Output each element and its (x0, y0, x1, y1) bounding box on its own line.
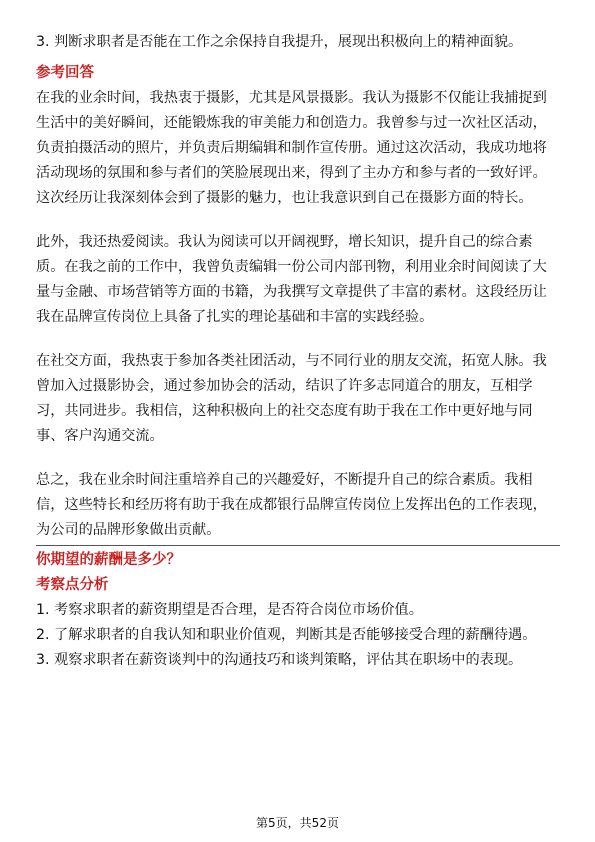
paragraph-gap (36, 449, 560, 468)
answer-paragraph-3 (36, 349, 560, 449)
text-line: 量与金融、市场营销等方面的书籍，为我撰写文章提供了丰富的素材。这段经历让 (36, 284, 547, 300)
text-line: 这次经历让我深刻体会到了摄影的魅力，也让我意识到自己在摄影方面的特长。 (36, 190, 533, 206)
text-line: 总之，我在业余时间注重培养自己的兴趣爱好，不断提升自己的综合素质。我相 (36, 472, 533, 488)
analysis-heading: 考察点分析 (36, 577, 109, 593)
text-line: 信，这些特长和经历将有助于我在成都银行品牌宣传岗位上发挥出色的工作表现， (36, 497, 547, 513)
analysis-list (36, 598, 560, 673)
answer-paragraph-1 (36, 86, 560, 211)
text-line: 在社交方面，我热衷于参加各类社团活动，与不同行业的朋友交流，拓宽人脉。我 (36, 353, 547, 369)
text-line: 质。在我之前的工作中，我曾负责编辑一份公司内部刊物，利用业余时间阅读了大 (36, 259, 547, 275)
paragraph-gap (36, 211, 560, 230)
list-item: 2. 了解求职者的自我认知和职业价值观，判断其是否能够接受合理的薪酬待遇。 (36, 627, 537, 643)
text-line: 生活中的美好瞬间，还能锻炼我的审美能力和创造力。我曾参与过一次社区活动， (36, 115, 547, 131)
text-line: 事、客户沟通交流。 (36, 428, 164, 444)
text-line: 为公司的品牌形象做出贡献。 (36, 522, 221, 538)
paragraph-gap (36, 330, 560, 349)
section-divider (36, 545, 560, 546)
page-footer: 第5页，共52页 (256, 816, 339, 830)
text-line: 曾加入过摄影协会，通过参加协会的活动，结识了许多志同道合的朋友，互相学 (36, 378, 533, 394)
document-body (36, 30, 560, 673)
text-line: 在我的业余时间，我热衷于摄影，尤其是风景摄影。我认为摄影不仅能让我捕捉到 (36, 90, 547, 106)
text-line: 此外，我还热爱阅读。我认为阅读可以开阔视野，增长知识，提升自己的综合素 (36, 234, 533, 250)
list-item: 3. 观察求职者在薪资谈判中的沟通技巧和谈判策略，评估其在职场中的表现。 (36, 652, 523, 668)
question-heading: 你期望的薪酬是多少？ (36, 552, 181, 568)
list-item: 1. 考察求职者的薪资期望是否合理，是否符合岗位市场价值。 (36, 602, 423, 618)
text-line: 我在品牌宣传岗位上具备了扎实的理论基础和丰富的实践经验。 (36, 309, 434, 325)
answer-paragraph-2 (36, 230, 560, 330)
answer-paragraph-4 (36, 468, 560, 543)
text-line: 负责拍摄活动的照片，并负责后期编辑和制作宣传册。通过这次活动，我成功地将 (36, 140, 547, 156)
answer-heading: 参考回答 (36, 65, 94, 81)
text-line: 活动现场的氛围和参与者们的笑脸展现出来，得到了主办方和参与者的一致好评。 (36, 165, 547, 181)
text-line: 习，共同进步。我相信，这种积极向上的社交态度有助于我在工作中更好地与同 (36, 403, 533, 419)
prev-criterion-item: 3. 判断求职者是否能在工作之余保持自我提升，展现出积极向上的精神面貌。 (36, 34, 523, 50)
